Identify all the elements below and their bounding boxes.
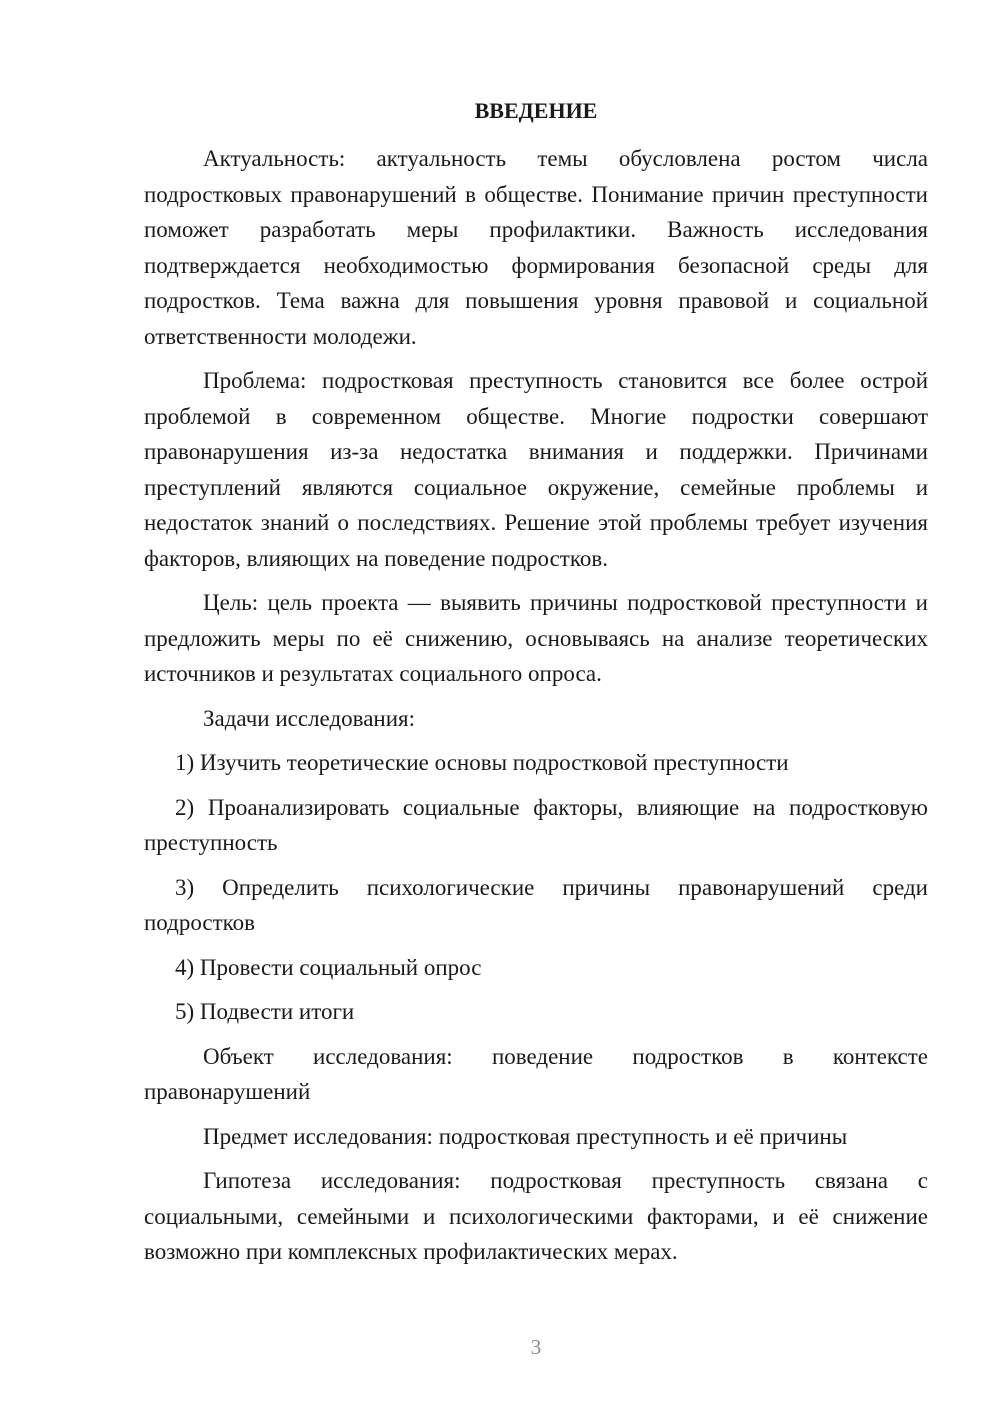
paragraph-problem: Проблема: подростковая преступность становится все более острой проблемой в современном обществе. Многие подростки совершают правонарушения из-за недостатка внимания и поддержки. Причинами преступлений являются социальное окружение, семейные проблемы и недостаток знаний о последствиях. Решение этой проблемы требует изучения факторов, влияющих на поведение подростков. (144, 368, 928, 571)
paragraph-subject: Предмет исследования: подростковая преступность и её причины (203, 1123, 848, 1149)
task-item: 1) Изучить теоретические основы подростковой преступности (175, 750, 789, 775)
task-item: 5) Подвести итоги (175, 999, 355, 1024)
paragraph-object: Объект исследования: поведение подростков в контексте правонарушений (144, 1043, 928, 1104)
document-body (144, 141, 928, 1279)
paragraph-hypothesis: Гипотеза исследования: подростковая преступность связана с социальными, семейными и психологическими факторами, и её снижение возможно при комплексных профилактических мерах. (144, 1168, 928, 1264)
page-title: ВВЕДЕНИЕ (474, 98, 598, 123)
page-number: 3 (530, 1335, 542, 1359)
paragraph-tasks-heading: Задачи исследования: (203, 705, 416, 731)
paragraph-goal: Цель: цель проекта — выявить причины подростковой преступности и предложить меры по её снижению, основываясь на анализе теоретических источников и результатах социального опроса. (144, 590, 928, 686)
task-item: 2) Проанализировать социальные факторы, влияющие на подростковую преступность (144, 794, 928, 855)
task-item: 3) Определить психологические причины правонарушений среди подростков (144, 874, 928, 935)
paragraph-relevance: Актуальность: актуальность темы обусловлена ростом числа подростковых правонарушений в обществе. Понимание причин преступности поможет разработать меры профилактики. Важность исследования подтверждается необходимостью формирования безопасной среды для подростков. Тема важна для повышения уровня правовой и социальной ответственности молодежи. (144, 146, 928, 349)
task-item: 4) Провести социальный опрос (175, 954, 482, 980)
